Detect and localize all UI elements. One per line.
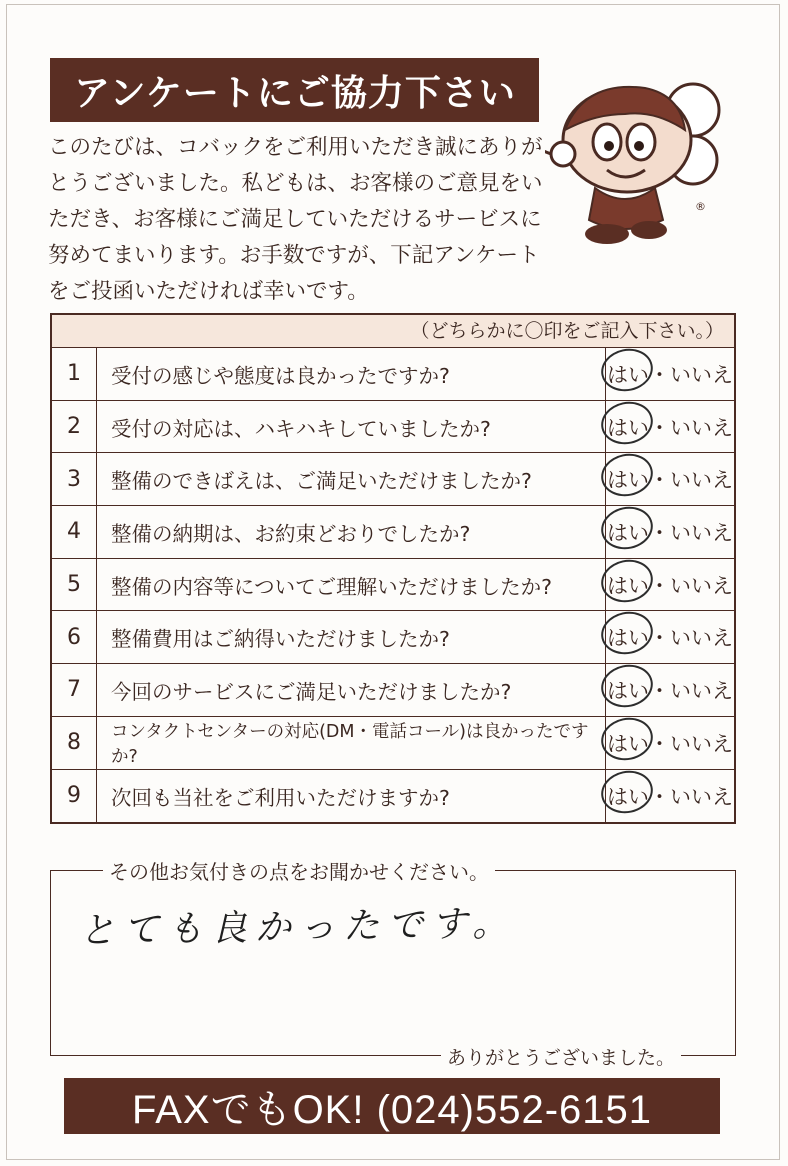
question-number: 7 (52, 664, 97, 716)
question-text: 受付の感じや態度は良かったですか? (97, 348, 606, 400)
answer-yes-label: はい (607, 520, 649, 545)
answer-yes-option[interactable] (607, 570, 649, 600)
answer-yes-label: はい (607, 678, 649, 703)
answer-no-option[interactable]: いいえ (670, 573, 733, 598)
question-number: 5 (52, 559, 97, 611)
question-text: 受付の対応は、ハキハキしていましたか? (97, 401, 606, 453)
question-row (52, 453, 734, 506)
answer-yes-option[interactable] (607, 517, 649, 547)
question-text: 整備費用はご納得いただけましたか? (97, 611, 606, 663)
question-text: 整備のできばえは、ご満足いただけましたか? (97, 453, 606, 505)
question-number: 2 (52, 401, 97, 453)
answer-yes-label: はい (607, 731, 649, 756)
question-row (52, 664, 734, 717)
question-row (52, 559, 734, 612)
answer-separator: ・ (649, 362, 670, 387)
question-row (52, 717, 734, 770)
answer-separator: ・ (649, 626, 670, 651)
answer-no-option[interactable]: いいえ (670, 626, 733, 651)
answer-choices (606, 717, 734, 769)
answer-yes-option[interactable] (607, 359, 649, 389)
answer-no-option[interactable]: いいえ (670, 415, 733, 440)
comment-label: その他お気付きの点をお聞かせください。 (103, 856, 495, 885)
answer-no-option[interactable]: いいえ (670, 784, 733, 809)
answer-yes-label: はい (607, 468, 649, 493)
answer-separator: ・ (649, 731, 670, 756)
intro-text: このたびは、コバックをご利用いただき誠にありがとうございました。私どもは、お客様のご意見をいただき、お客様にご満足していただけるサービスに努めてまいります。お手数ですが、下記アンケートをご投函いただければ幸いです。 (48, 135, 543, 304)
answer-yes-label: はい (607, 362, 649, 387)
question-number: 4 (52, 506, 97, 558)
question-number: 8 (52, 717, 97, 769)
question-number: 9 (52, 770, 97, 823)
question-number: 3 (52, 453, 97, 505)
answer-no-option[interactable]: いいえ (670, 678, 733, 703)
answer-choices (606, 770, 734, 823)
answer-yes-label: はい (607, 415, 649, 440)
answer-no-option[interactable]: いいえ (670, 468, 733, 493)
answer-yes-option[interactable] (607, 622, 649, 652)
answer-separator: ・ (649, 573, 670, 598)
fax-banner: FAXでもOK! (024)552-6151 (64, 1078, 720, 1134)
question-number: 6 (52, 611, 97, 663)
question-text: コンタクトセンターの対応(DM・電話コール)は良かったですか? (97, 717, 606, 769)
answer-yes-label: はい (607, 784, 649, 809)
answer-yes-option[interactable] (607, 728, 649, 758)
answer-separator: ・ (649, 415, 670, 440)
answer-choices (606, 506, 734, 558)
question-text: 整備の内容等についてご理解いただけましたか? (97, 559, 606, 611)
question-row (52, 348, 734, 401)
answer-choices (606, 559, 734, 611)
answer-choices (606, 348, 734, 400)
comment-thanks: ありがとうございました。 (441, 1043, 681, 1070)
answer-no-option[interactable]: いいえ (670, 731, 733, 756)
answer-yes-option[interactable] (607, 781, 649, 811)
mascot-character-icon (545, 70, 725, 250)
answer-yes-option[interactable] (607, 675, 649, 705)
question-row (52, 401, 734, 454)
question-text: 次回も当社をご利用いただけますか? (97, 770, 606, 823)
answer-choices (606, 453, 734, 505)
answer-no-option[interactable]: いいえ (670, 520, 733, 545)
survey-instruction: （どちらかに〇印をご記入下さい。） (52, 315, 734, 348)
question-text: 今回のサービスにご満足いただけましたか? (97, 664, 606, 716)
answer-choices (606, 401, 734, 453)
question-number: 1 (52, 348, 97, 400)
question-row (52, 611, 734, 664)
registered-mark: ® (695, 200, 706, 213)
question-text: 整備の納期は、お約束どおりでしたか? (97, 506, 606, 558)
question-row (52, 506, 734, 559)
answer-no-option[interactable]: いいえ (670, 362, 733, 387)
comment-box (50, 860, 736, 1069)
answer-separator: ・ (649, 784, 670, 809)
answer-yes-option[interactable] (607, 464, 649, 494)
answer-yes-label: はい (607, 626, 649, 651)
answer-separator: ・ (649, 678, 670, 703)
comment-handwritten-text[interactable]: とても良かったです。 (78, 903, 517, 952)
answer-yes-label: はい (607, 573, 649, 598)
answer-yes-option[interactable] (607, 412, 649, 442)
answer-choices (606, 611, 734, 663)
question-row (52, 770, 734, 823)
survey-title: アンケートにご協力下さい (50, 58, 539, 122)
answer-choices (606, 664, 734, 716)
answer-separator: ・ (649, 520, 670, 545)
survey-table (50, 313, 736, 824)
answer-separator: ・ (649, 468, 670, 493)
